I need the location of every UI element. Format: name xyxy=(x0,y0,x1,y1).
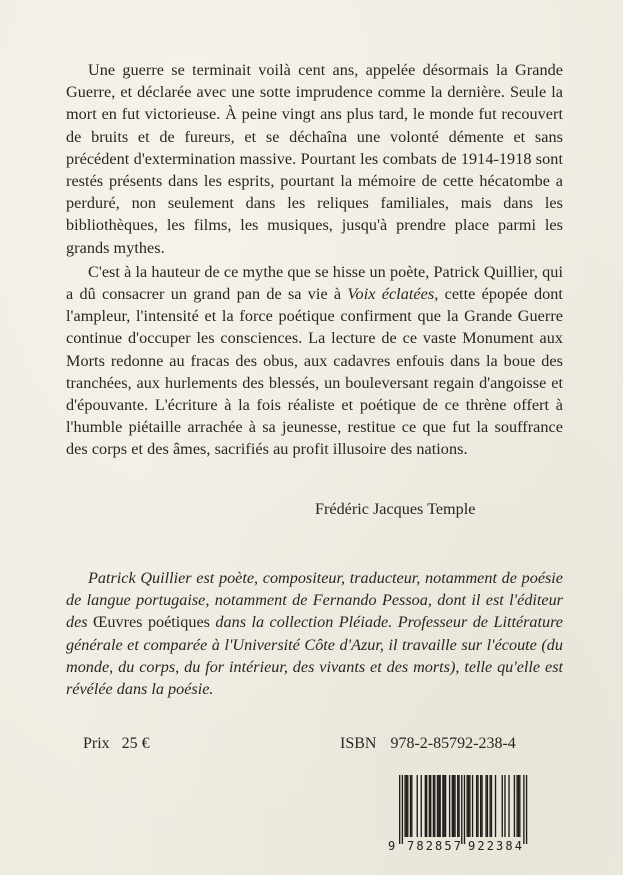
barcode-bar xyxy=(407,775,408,837)
barcode-bar xyxy=(481,775,482,837)
barcode-bar xyxy=(429,775,430,837)
isbn-label: ISBN xyxy=(340,735,377,752)
book-title: Voix éclatées xyxy=(347,285,435,304)
barcode-bar xyxy=(477,775,478,837)
barcode-bar xyxy=(430,775,431,837)
barcode-bar xyxy=(467,775,468,837)
price-value: 25 € xyxy=(121,735,150,752)
barcode-bar xyxy=(518,775,519,837)
barcode-bar xyxy=(453,775,454,837)
barcode-bar xyxy=(487,775,488,837)
barcode-bar xyxy=(426,775,427,837)
barcode-bar xyxy=(464,775,465,844)
blurb-paragraph-2-start: C'est à la hauteur de ce mythe que se hisse un poète, Patrick Quillier, qui a dû consacrer un grand pan de sa vie à xyxy=(66,262,563,304)
barcode-bar xyxy=(444,775,445,837)
barcode-bar xyxy=(411,775,412,837)
blurb-paragraph-2 xyxy=(66,261,563,461)
barcode-bars xyxy=(399,775,527,844)
barcode-bar xyxy=(516,775,517,837)
barcode-bar xyxy=(504,775,505,837)
barcode-bar xyxy=(442,775,443,837)
barcode-bar xyxy=(491,775,492,837)
barcode-bar xyxy=(523,775,524,844)
barcode-bar xyxy=(489,775,490,837)
barcode-lead-digit: 9 xyxy=(388,839,396,853)
price-label: Prix xyxy=(83,735,110,752)
author-bio xyxy=(66,567,563,700)
barcode-bar xyxy=(410,775,411,837)
barcode-bar xyxy=(480,775,481,837)
barcode-bar xyxy=(449,775,450,837)
isbn-value: 978-2-85792-238-4 xyxy=(390,735,516,752)
oeuvres-title: Œuvres poétiques xyxy=(93,613,210,632)
barcode-bar xyxy=(434,775,435,837)
barcode-bar xyxy=(526,775,527,844)
blurb-signature: Frédéric Jacques Temple xyxy=(315,500,476,518)
barcode-bar xyxy=(438,775,439,837)
barcode-bar xyxy=(452,775,453,837)
barcode-left-digits: 782857 xyxy=(407,839,461,853)
barcode-bar xyxy=(468,775,469,837)
barcode-bar xyxy=(476,775,477,837)
barcode-bar xyxy=(457,775,458,837)
barcode-bar xyxy=(425,775,426,837)
author-bio-paragraph xyxy=(66,567,563,700)
barcode-graphic xyxy=(387,773,532,853)
barcode-bar xyxy=(402,775,403,844)
barcode-bar xyxy=(421,775,422,837)
barcode-bar xyxy=(495,775,496,837)
barcode-bar xyxy=(433,775,434,837)
barcode-bar xyxy=(485,775,486,837)
barcode-bar xyxy=(454,775,455,837)
barcode-right-digits: 922384 xyxy=(468,839,522,853)
ean-barcode xyxy=(387,773,532,853)
barcode-bar xyxy=(399,775,400,844)
barcode-bar xyxy=(406,775,407,837)
barcode-bar xyxy=(461,775,462,844)
barcode-bar xyxy=(404,775,405,837)
barcode-bar xyxy=(472,775,473,837)
blurb-paragraph-1: Une guerre se terminait voilà cent ans, appelée désormais la Grande Guerre, et déclarée avec une sotte imprudence comme la dernière. Seule la mort en fut victorieuse. À peine vingt ans plus tard, le monde fut recouvert de bruits et de fureurs, et se déchaîna une volonté démente et sans précédent d'extermination massive. Pourtant les combats de 1914-1918 sont restés présents dans les esprits, pourtant la mémoire de cette hécatombe a perduré, non seulement dans les reliques familiales, mais dans les bibliothèques, les films, les musiques, jusqu'à prendre place parmi les grands mythes. xyxy=(66,61,563,257)
barcode-bar xyxy=(514,775,515,837)
barcode-bar xyxy=(440,775,441,837)
blurb-text xyxy=(66,59,563,461)
author-bio-end: dans la collection Pléiade. Professeur de Littérature générale et comparée à l'Université Côte d'Azur, il travaille sur l'écoute (du monde, du corps, du for intérieur, des vivants et des morts), telle qu'elle est révélée dans la poésie. xyxy=(66,613,563,699)
barcode-bar xyxy=(502,775,503,837)
barcode-bar xyxy=(469,775,470,837)
barcode-bar xyxy=(417,775,418,837)
barcode-bar xyxy=(508,775,509,837)
barcode-bar xyxy=(437,775,438,837)
barcode-bar xyxy=(519,775,520,837)
price xyxy=(83,733,150,755)
barcode-bar xyxy=(458,775,459,837)
author-bio-start: Patrick Quillier est poète, compositeur, traducteur, notamment de poésie de langue portugaise, notamment de Fernando Pessoa, dont il est l'éditeur des xyxy=(66,569,563,632)
isbn xyxy=(340,733,516,755)
blurb-paragraph-2-end: , cette épopée dont l'ampleur, l'intensité et la force poétique confirment que la Grande Guerre continue d'occuper les consciences. La lecture de ce vaste Monument aux Morts redonne au fracas des obus, aux cadavres enfouis dans la boue des tranchées, aux hurlements des blessés, un bouleversant regain d'angoisse et d'épouvante. L'écriture à la fois réaliste et poétique de ce thrène offert à l'humble piétaille arrachée à sa jeunesse, restitue ce que fut la souffrance des corps et des âmes, sacrifiés au profit illusoire des nations. xyxy=(66,285,563,459)
barcode-bar xyxy=(445,775,446,837)
